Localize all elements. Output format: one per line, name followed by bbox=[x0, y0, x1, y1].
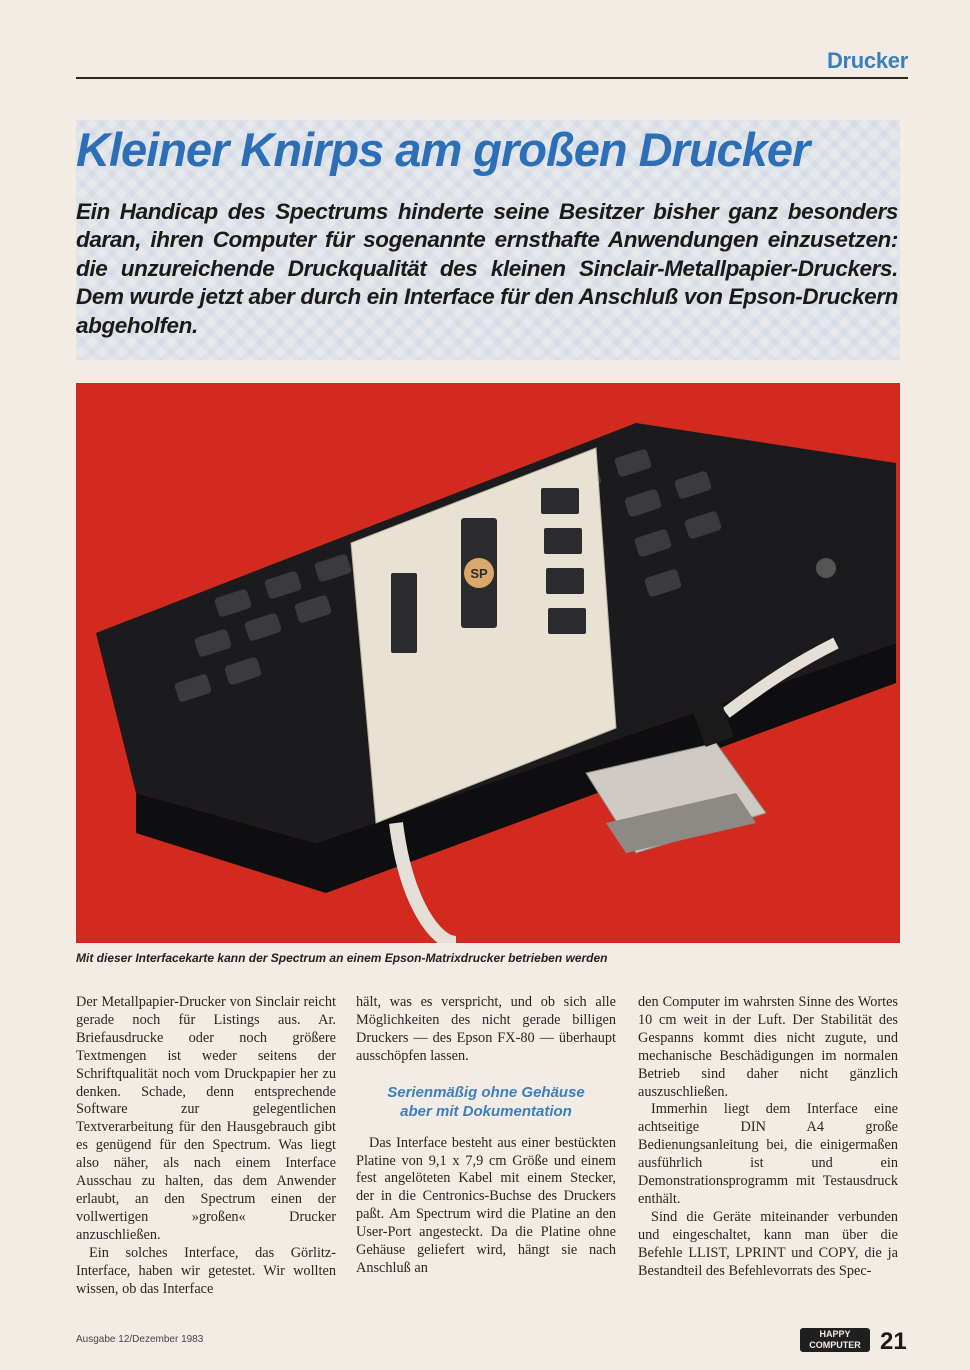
section-label: Drucker bbox=[826, 48, 908, 73]
column-2 bbox=[356, 994, 616, 1278]
spectrum-interface-illustration bbox=[76, 383, 900, 943]
paragraph: Ein solches Interface, das Görlitz-Interface, haben wir getestet. Wir wollten wissen, ob das Interface bbox=[76, 1244, 336, 1297]
chip-label: SP bbox=[470, 566, 488, 581]
paragraph: Der Metallpapier-Drucker von Sinclair reicht gerade noch für Listings aus. Ar. Briefausdrucke oder noch größere Textmengen ist weder seitens der Schriftqualität noch vom Druckpapier her zu denken. Schade, denn entsprechende Software zur gelegentlichen Textverarbeitung für den Hausgebrauch gibt es genügend für den Spectrum. Was liegt also näher, als nach einem Interface Ausschau zu halten, das dem Anwender erlaubt, an den Spectrum einen der vollwertigen »großen« Drucker anzuschließen. bbox=[76, 994, 336, 1243]
paragraph: den Computer im wahrsten Sinne des Wortes 10 cm weit in der Luft. Der Stabilität des Gespanns kommt dies nicht zugute, und mechanische Beschädigungen im normalen Betrieb sind daher nicht gänzlich auszuschließen. bbox=[638, 994, 898, 1100]
issue-label: Ausgabe 12/Dezember 1983 bbox=[76, 1334, 204, 1345]
article-photo bbox=[76, 383, 900, 943]
top-rule bbox=[76, 77, 908, 79]
photo-caption: Mit dieser Interfacekarte kann der Spectrum an einem Epson-Matrixdrucker betrieben werden bbox=[76, 951, 608, 965]
subheading-line: Serienmäßig ohne Gehäuse bbox=[387, 1083, 585, 1101]
page-number: 21 bbox=[880, 1328, 907, 1355]
logo-line: COMPUTER bbox=[809, 1340, 861, 1350]
lead-paragraph: Ein Handicap des Spectrums hinderte seine Besitzer bisher ganz besonders daran, ihren Computer für sogenannte ernsthafte Anwendungen einzusetzen: die unzureichende Druckqualität des kleinen Sinclair-Metallpapier-Druckers. Dem wurde jetzt aber durch ein Interface für den Anschluß von Epson-Druckern abgeholfen. bbox=[76, 199, 898, 338]
subheading bbox=[356, 1083, 616, 1121]
column-1 bbox=[76, 994, 336, 1298]
headline: Kleiner Knirps am großen Drucker bbox=[76, 123, 810, 176]
paragraph: Das Interface besteht aus einer bestückten Platine von 9,1 x 7,9 cm Größe und einem fest angelöteten Kabel mit einem Stecker, der in die Centronics-Buchse des Druckers paßt. Am Spectrum wird die Platine an den User-Port angesteckt. Da die Platine ohne Gehäuse geliefert wird, hängt sie nach Anschluß an bbox=[356, 1134, 616, 1276]
subheading-line: aber mit Dokumentation bbox=[400, 1102, 572, 1120]
paragraph: hält, was es verspricht, und ob sich alle Möglichkeiten des nicht gerade billigen Druckers — des Epson FX-80 — überhaupt ausschöpfen lassen. bbox=[356, 994, 616, 1064]
paragraph: Sind die Geräte miteinander verbunden und eingeschaltet, kann man über die Befehle LLIST, LPRINT und COPY, die ja Bestandteil des Befehlevorrats des Spec- bbox=[638, 1208, 898, 1279]
paragraph: Immerhin liegt dem Interface eine achtseitige DIN A4 große Bedienungsanleitung bei, die einigermaßen ausführlich ist und ein Demonstrationsprogramm mit Testausdruck enthält. bbox=[638, 1101, 898, 1207]
column-3 bbox=[638, 994, 898, 1281]
magazine-logo bbox=[800, 1328, 870, 1352]
power-socket bbox=[816, 558, 836, 578]
logo-line: HAPPY bbox=[819, 1329, 851, 1339]
